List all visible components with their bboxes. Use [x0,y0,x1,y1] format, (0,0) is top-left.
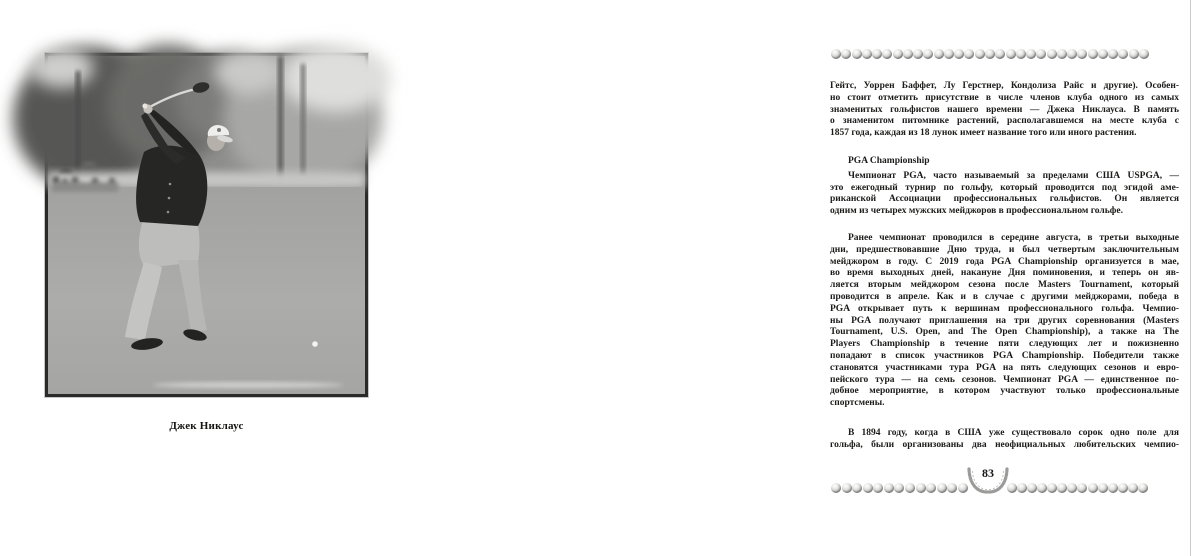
text-line: дни, предшествовавшие Дню труда, и был четвертым заключительным [830,244,1179,255]
bead-ornament-icon [862,49,872,59]
text-line: Гейтс, Уоррен Баффет, Лу Герстнер, Кондолиза Райс и другие). Особен- [830,81,1179,91]
bead-ornament-icon [903,49,913,59]
paragraph [830,81,1179,140]
bead-ornament-icon [1077,49,1087,59]
bead-ornament-icon [1017,483,1027,493]
bead-ornament-icon [1006,49,1016,59]
ornament-beads-top [831,48,1149,59]
bead-ornament-icon [1098,483,1108,493]
bead-ornament-icon [995,49,1005,59]
text-line: но стоит отметить присутствие в числе членов клуба одного из самых [830,92,1179,103]
bead-ornament-icon [1128,483,1138,493]
bead-ornament-icon [1047,49,1057,59]
golfer-photo [45,53,368,397]
bead-ornament-icon [954,49,964,59]
bead-ornament-icon [1016,49,1026,59]
bead-ornament-icon [964,49,974,59]
bead-ornament-icon [923,49,933,59]
paragraph [830,233,1179,410]
bead-ornament-icon [894,483,904,493]
bead-ornament-icon [926,483,936,493]
golfer-photo-art [48,56,365,394]
bead-ornament-icon [1007,483,1017,493]
page-number-wreath [965,458,1011,495]
bead-ornament-icon [1139,49,1149,59]
bead-ornament-icon [1098,49,1108,59]
paragraph [830,428,1179,452]
bead-ornament-icon [1026,49,1036,59]
text-line: одним из четырех мужских мейджоров в профессиональном гольфе. [830,206,1123,217]
bead-ornament-icon [863,483,873,493]
bead-ornament-icon [1108,49,1118,59]
text-line: мейджором в году. С 2019 года PGA Championship организуется в мае, [830,256,1179,267]
bead-ornament-icon [1129,49,1139,59]
bead-ornament-icon [852,483,862,493]
bead-ornament-icon [893,49,903,59]
bead-ornament-icon [1118,49,1128,59]
text-line: Ранее чемпионат проводился в середине августа, в третьи выходные [848,232,1179,243]
text-line: В 1894 году, когда в США уже существовало сорок одно поле для [848,427,1179,438]
bead-ornament-icon [841,49,851,59]
left-page [0,0,400,556]
bead-ornament-icon [831,483,841,493]
text-line: гольфа, были организованы два неофициальных любительских чемпио- [830,439,1179,450]
bead-ornament-icon [913,49,923,59]
bead-ornament-icon [872,49,882,59]
bead-ornament-icon [937,483,947,493]
text-line: ны PGA получают приглашения на три других соревнования (Masters [830,315,1179,326]
paragraph [830,171,1179,218]
bead-ornament-icon [1088,49,1098,59]
text-line: попадают в список участников PGA Championship. Победители также [830,350,1179,361]
text-line: проводится в апреле. Как и в случае с другими мейджорами, победа в [830,291,1179,302]
text-line: PGA открывает путь к вершинам профессионального гольфа. Чемпио- [830,303,1179,314]
text-column [830,81,1179,452]
bead-ornament-icon [831,49,841,59]
text-line: о знаменитом питомнике растений, располагавшемся на месте клуба с [830,116,1179,127]
bead-ornament-icon [1057,49,1067,59]
text-line: знаменитых гольфистов нашего времени — Джека Никлауса. В память [830,104,1179,115]
bead-ornament-icon [1027,483,1037,493]
ornament-beads-bottom-right [1007,482,1148,493]
text-line: пейского тура — на семь сезонов. Чемпионат PGA — единственное по- [830,374,1179,385]
bead-ornament-icon [884,483,894,493]
bead-ornament-icon [1067,483,1077,493]
bead-ornament-icon [975,49,985,59]
bead-ornament-icon [1138,483,1148,493]
text-line: это ежегодный турнир по гольфу, который проводится под эгидой аме- [830,182,1179,193]
bead-ornament-icon [916,483,926,493]
bead-ornament-icon [852,49,862,59]
bead-ornament-icon [1118,483,1128,493]
bead-ornament-icon [985,49,995,59]
ornament-beads-bottom-left [831,482,968,493]
text-line: добное мероприятие, в котором участвуют только профессиональные [830,386,1179,397]
bead-ornament-icon [882,49,892,59]
text-line: спортсмены. [830,398,885,409]
bead-ornament-icon [944,49,954,59]
bead-ornament-icon [1037,483,1047,493]
bead-ornament-icon [1047,483,1057,493]
section-heading: PGA Championship [848,155,930,166]
bead-ornament-icon [1108,483,1118,493]
text-line: Players Championship в течение пяти следующих лет и пожизненно [830,339,1179,350]
bead-ornament-icon [1077,483,1087,493]
text-line: риканской Ассоциации профессиональных гольфистов. Он является [830,194,1179,205]
right-page [400,0,1179,556]
text-line: становятся участниками тура PGA на пять следующих сезонов и евро- [830,362,1179,373]
bead-ornament-icon [1088,483,1098,493]
text-line: во время выходных дней, накануне Дня поминовения, и теперь он яв- [830,268,1179,279]
page-number: 83 [982,466,994,480]
bead-ornament-icon [1036,49,1046,59]
bead-ornament-icon [873,483,883,493]
text-line: 1857 года, каждая из 18 лунок имеет название того или иного растения. [830,128,1137,139]
text-line: ляется вторым мейджором сезона после Masters Tournament, который [830,280,1179,291]
text-line: Tournament, U.S. Open, and The Open Championship), а также на The [830,327,1179,338]
bead-ornament-icon [1057,483,1067,493]
bead-ornament-icon [934,49,944,59]
bead-ornament-icon [905,483,915,493]
bead-ornament-icon [947,483,957,493]
photo-caption: Джек Никлаус [169,420,244,432]
bead-ornament-icon [1067,49,1077,59]
bead-ornament-icon [842,483,852,493]
text-line: Чемпионат PGA, часто называемый за пределами США USPGA, — [848,170,1179,181]
